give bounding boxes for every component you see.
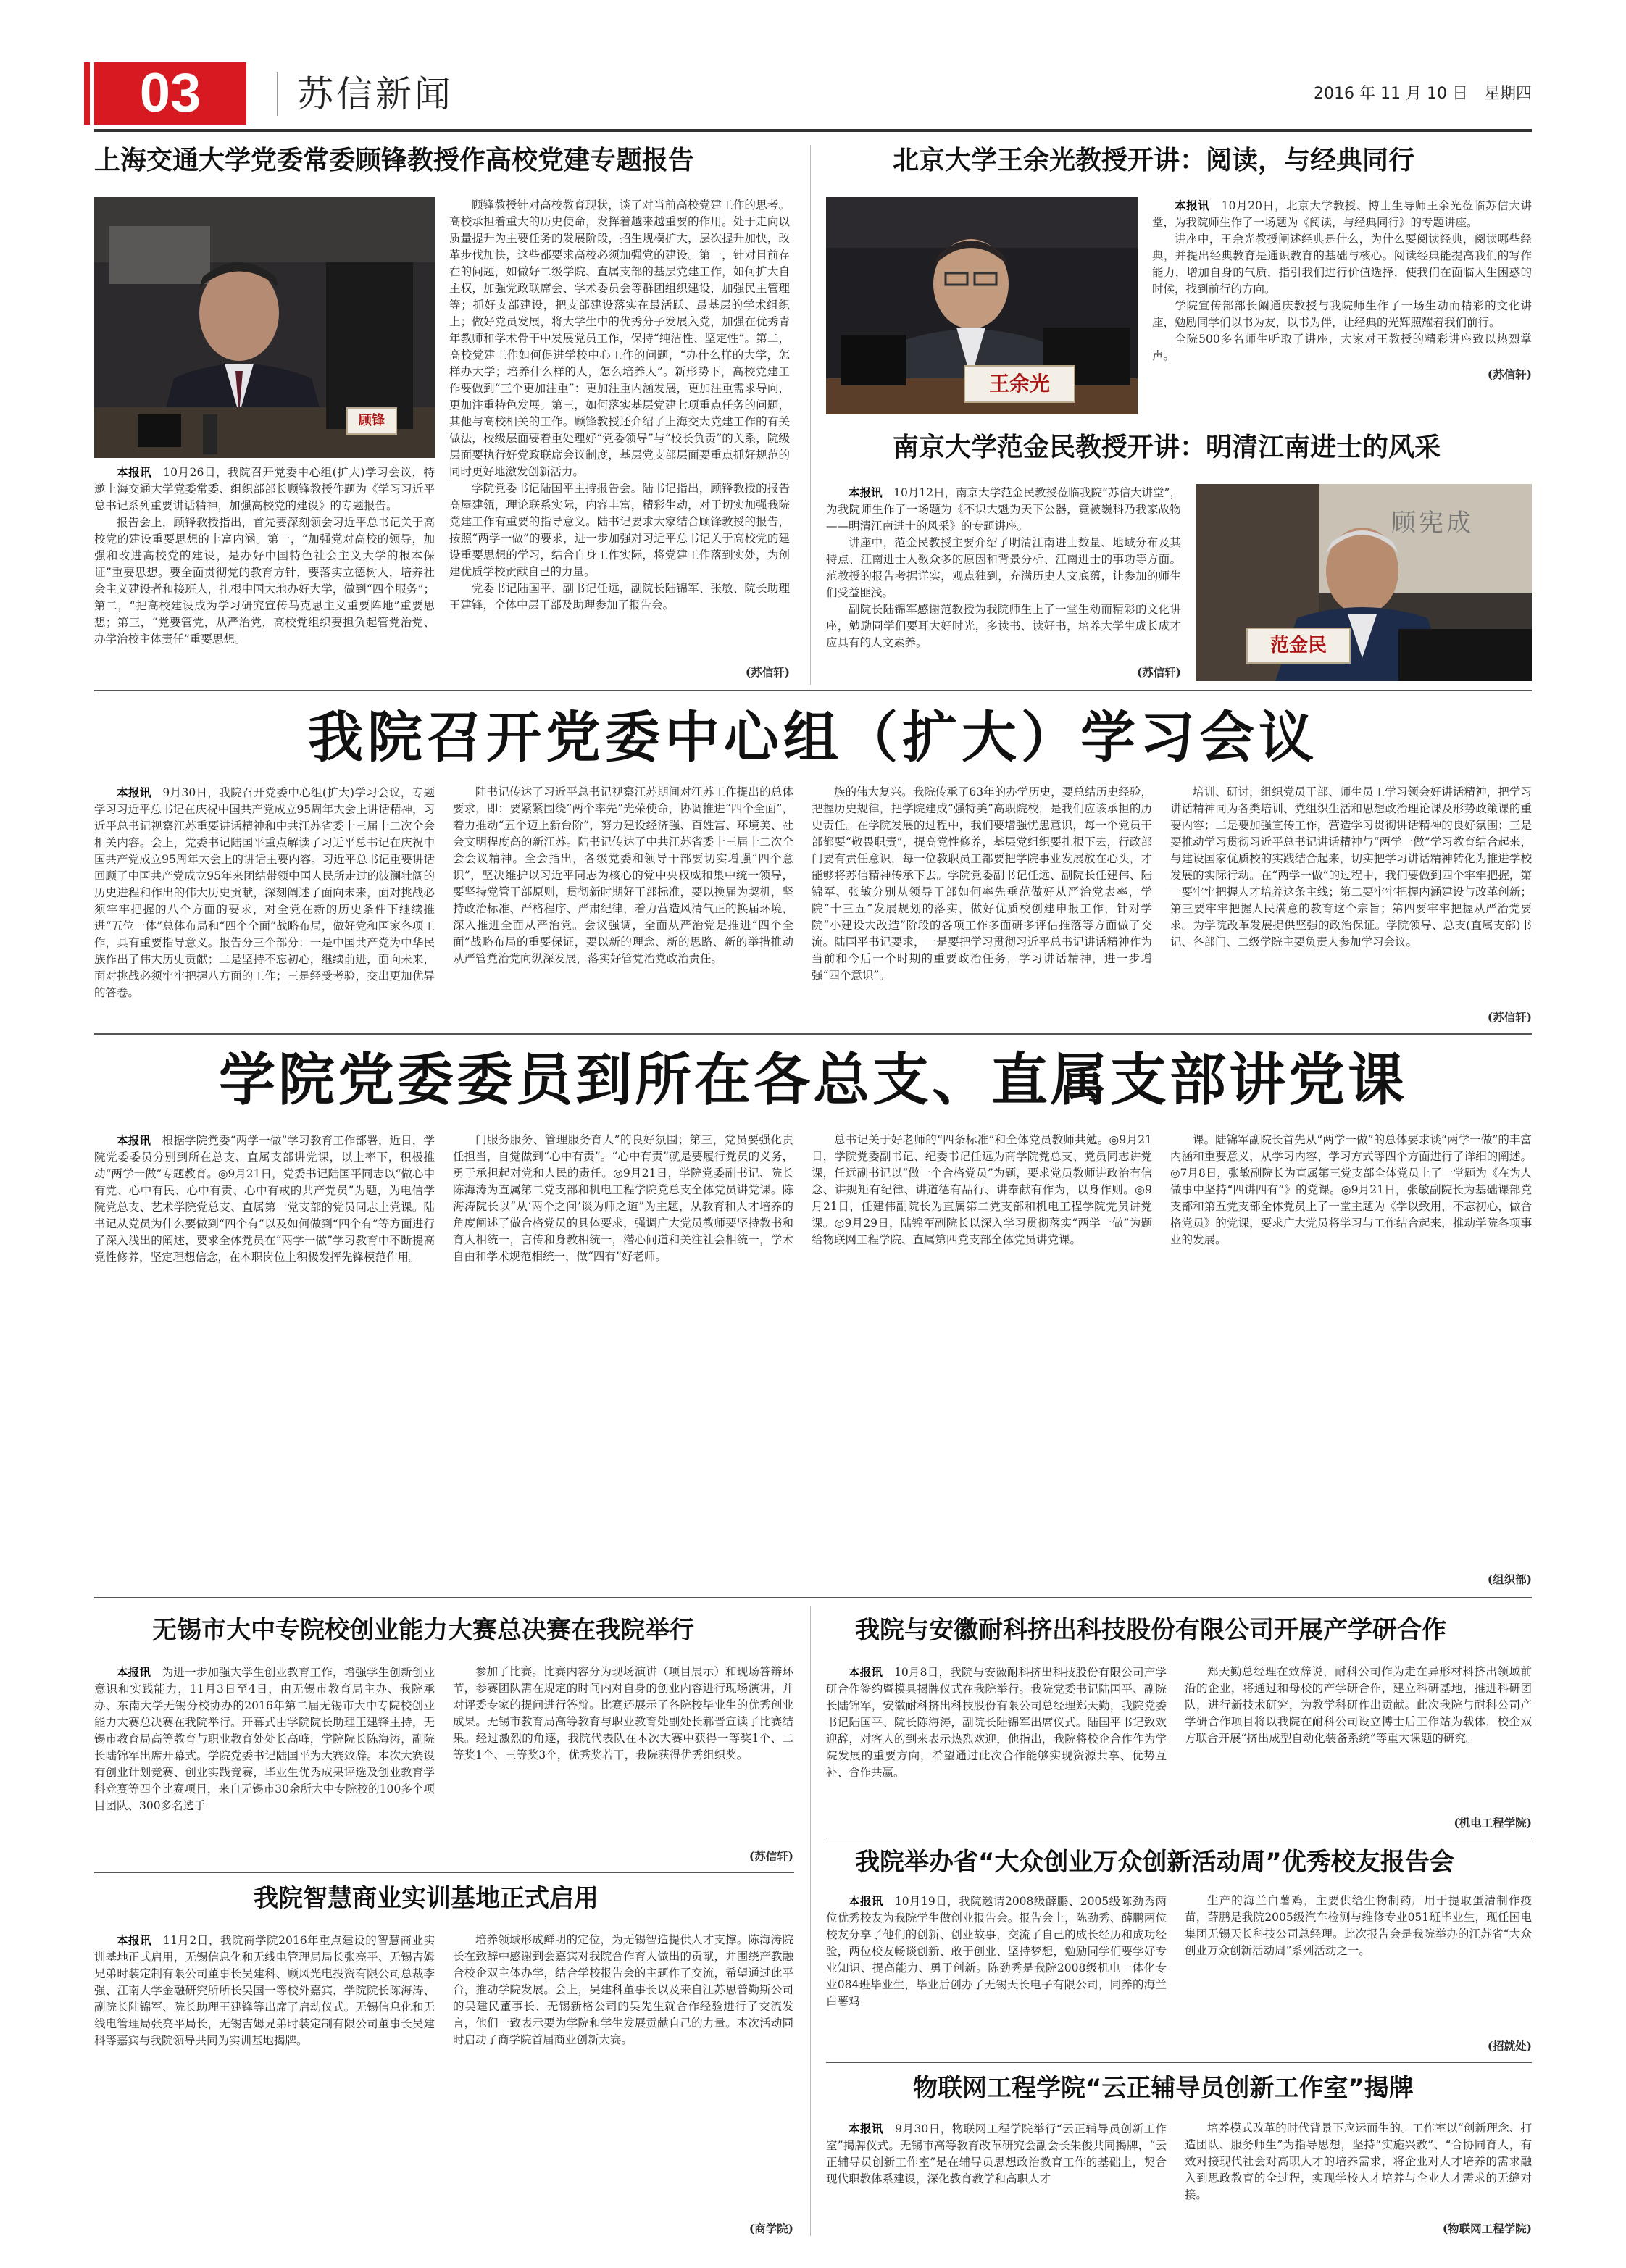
headline-smart: 我院智慧商业实训基地正式启用 bbox=[254, 1884, 599, 1913]
column-divider bbox=[810, 145, 811, 685]
lead-text: 10月20日，北京大学教授、博士生导师王余光莅临苏信大讲堂，为我院师生作了一场题为《阅读，与经典同行》的专题讲座。 bbox=[1152, 199, 1532, 229]
byline-smart-box bbox=[453, 2219, 793, 2236]
body-text: 讲座中，范金民教授主要介绍了明清江南进士数量、地域分布及其特点、江南进士人数众多的原因和背景分析、江南进士的事功等方面。范教授的报告考据详实，观点独到，充满历史人文底蕴，让参加的师生们受益匪浅。 bbox=[826, 536, 1181, 599]
headline-iot: 物联网工程学院“云正辅导员创新工作室”揭牌 bbox=[913, 2074, 1414, 2103]
nameplate-gu: 顾锋 bbox=[346, 407, 397, 435]
dateline: 本报讯 bbox=[849, 2122, 884, 2135]
body-text: 门服务服务、管理服务育人”的良好氛围；第三，党员要强化责任担当，自觉做到“心中有责”。“心中有责”就是要履行党员的义务，勇于承担起对党和人民的责任。◎9月21日，学院党委副书记、院长陈海涛为直属第二党支部和机电工程学院党总支全体党员讲党课。陈海涛院长以“从‘两个之问’谈为师之道”为主题，从教育和人才培养的角度阐述了做合格党员的具体要求，强调广大党员教师要坚持教书和育人相统一，言传和身教相统一，潜心问道和关注社会相统一，学术自由和学术规范相统一，做“四有”好老师。 bbox=[453, 1133, 793, 1263]
article-alumni-col1 bbox=[826, 1893, 1167, 2054]
body-text: 培养领域形成鲜明的定位，为无锡智造提供人才支撑。陈海涛院长在致辞中感谢到会嘉宾对我院合作育人做出的贡献，并围绕产教融合校企双主体办学，结合学校报告会的主题作了交流，希望通过此平台，推动学院发展。会上，吴建科董事长以及来自江苏思普勤斯公司的吴建民董事长、无锡新格公司的吴先生就合作经验进行了交流发言，他们一致表示要为学院和学生发展贡献自己的力量。本次活动同时启动了商学院首届商业创新大赛。 bbox=[453, 1933, 793, 2046]
byline-anhui-box bbox=[1185, 1813, 1532, 1830]
article-fan-col1 bbox=[826, 484, 1181, 681]
byline: (机电工程学院) bbox=[1454, 1816, 1532, 1830]
body-text: 学院宣传部部长阚通庆教授与我院师生作了一场生动而精彩的文化讲座，勉励同学们以书为友，以书为伴，让经典的光辉照耀着我们前行。 bbox=[1152, 299, 1532, 329]
article-center-col4 bbox=[1170, 784, 1532, 1006]
headline-anhui: 我院与安徽耐科挤出科技股份有限公司开展产学研合作 bbox=[855, 1616, 1446, 1645]
dateline: 本报讯 bbox=[849, 1665, 883, 1679]
section-rule bbox=[94, 690, 1532, 691]
headline-wuxi: 无锡市大中专院校创业能力大赛总决赛在我院举行 bbox=[152, 1616, 694, 1645]
body-text: 培训、研讨，组织党员干部、师生员工学习领会好讲话精神，把学习讲话精神同为各类培训、党组织生活和思想政治理论课及形势政策课的重要内容；二是要加强宣传工作，营造学习贯彻讲话精神的良好氛围；三是要推动学习贯彻习近平总书记讲话精神与“两学一做”学习教育结合起来，与建设国家优质校的实践结合起来，切实把学习讲话精神转化为推进学校发展的实际行动。在“两学一做”的过程中，我们要做到四个牢牢把握，第一要牢牢把握人才培养这条主线；第二要牢牢把握内涵建设与改革创新；第三要牢牢把握人民满意的教育这个宗旨；第四要牢牢把握从严治党要求。为学院改革发展提供坚强的政治保证。学院领导、总支(直属支部)书记、各部门、二级学院主要负责人参加学习会议。 bbox=[1170, 785, 1532, 949]
lead-text: 10月12日，南京大学范金民教授莅临我院“苏信大讲堂”，为我院师生作了一场题为《不识大魁为天下公器，竟被巍科乃我家故物——明清江南进士的风采》的专题讲座。 bbox=[826, 486, 1181, 533]
article-wuxi-col2 bbox=[453, 1664, 793, 1845]
byline: (招就处) bbox=[1487, 2039, 1532, 2053]
dateline: 本报讯 bbox=[117, 1133, 151, 1147]
article-lecture-col1 bbox=[94, 1132, 435, 1588]
body-text: 陆书记传达了习近平总书记视察江苏期间对江苏工作提出的总体要求，即：要紧紧围绕“两个率先”光荣使命，协调推进“四个全面”，着力推动“五个迈上新台阶”，努力建设经济强、百姓富、环境美、社会文明程度高的新江苏。陆书记传达了中共江苏省委十三届十二次全会会议精神。全会指出，各级党委和领导干部要切实增强“四个意识”，坚决维护以习近平同志为核心的党中央权威和集中统一领导，要坚持党管干部原则，贯彻新时期好干部标准，要以换届为契机，坚持政治标准、严格程序、严肃纪律，着力营造风清气正的换届环境，深入推进全面从严治党。会议强调，全面从严治党是推进“四个全面”战略布局的重要保证，要以新的理念、新的思路、新的举措推动从严管党治党向纵深发展，落实好管党治党政治责任。 bbox=[453, 785, 793, 965]
photo-fan-jinmin bbox=[1196, 484, 1532, 681]
dateline: 本报讯 bbox=[1175, 199, 1210, 212]
headline-center: 我院召开党委中心组（扩大）学习会议 bbox=[308, 705, 1318, 770]
byline-lecture-box bbox=[1170, 1569, 1532, 1587]
byline: (苏信轩) bbox=[1487, 1010, 1532, 1024]
byline: (组织部) bbox=[1487, 1572, 1532, 1586]
article-iot-col1 bbox=[826, 2120, 1167, 2236]
photo-gu-feng bbox=[94, 197, 435, 458]
body-text: 郑天勤总经理在致辞说，耐科公司作为走在异形材料挤出领域前沿的企业，将通过和母校的产学研合作，建立科研基地，推进科研团队，进行新技术研究，为教学科研作出贡献。此次我院与耐科公司产学研合作项目将以我院在耐科公司设立博士后工作站为载体，校企双方联合开展“挤出成型自动化装备系统”等重大课题的研究。 bbox=[1185, 1665, 1532, 1745]
dateline: 本报讯 bbox=[849, 1894, 883, 1908]
byline-fan-box bbox=[826, 662, 1181, 680]
article-iot-col2 bbox=[1185, 2120, 1532, 2217]
dateline: 本报讯 bbox=[117, 1933, 152, 1947]
body-text: 课。陆锦军副院长首先从“两学一做”的总体要求谈“两学一做”的丰富内涵和重要意义，从学习内容、学习方式等四个方面进行了详细的阐述。◎7月8日，张敏副院长为直属第三党支部全体党员上了一堂题为《在为人做事中坚持“四讲四有”》的党课。◎9月21日，张敏副院长为基础课部党支部和第五党支部全体党员上了一堂主题为《学以致用，不忘初心，做合格党员》的党课，要求广大党员将学习与工作结合起来，推动学院各项事业的发展。 bbox=[1170, 1133, 1532, 1246]
dateline: 本报讯 bbox=[849, 485, 883, 499]
article-wuxi-col1 bbox=[94, 1664, 435, 1864]
body-text: 党委书记陆国平、副书记任远，副院长陆锦军、张敏、院长助理王建锋，全体中层干部及助理参加了报告会。 bbox=[449, 582, 790, 612]
byline-wuxi-box bbox=[453, 1846, 793, 1864]
headline-gu: 上海交通大学党委常委顾锋教授作高校党建专题报告 bbox=[94, 146, 695, 175]
article-lecture-col3 bbox=[812, 1132, 1152, 1588]
byline-center-box bbox=[1170, 1007, 1532, 1025]
page-number: 03 bbox=[94, 62, 246, 125]
article-smart-col1 bbox=[94, 1932, 435, 2236]
body-text: 副院长陆锦军感谢范教授为我院师生上了一堂生动而精彩的文化讲座，勉励同学们要耳大好时光，多读书、读好书，培养大学生成长成才应具有的人文素养。 bbox=[826, 603, 1181, 649]
body-text: 报告会上，顾锋教授指出，首先要深刻领会习近平总书记关于高校党的建设重要思想的丰富内涵。第一，“加强党对高校的领导，加强和改进高校党的建设，是办好中国特色社会主义大学的根本保证”重要思想。要全面贯彻党的教育方针，要落实立德树人，培养社会主义建设者和接班人，扎根中国大地办好大学，做到“四个服务”；第二，“把高校建设成为学习研究宣传马克思主义重要阵地”重要思想；第三，“党要管党，从严治党，高校党组织要担负起管党治党、办学治校主体责任”重要思想。 bbox=[94, 516, 435, 646]
dateline: 本报讯 bbox=[117, 785, 151, 799]
body-text: 9月30日，物联网工程学院举行“云正辅导员创新工作室”揭牌仪式。无锡市高等教育改革研究会副会长朱俊共同揭牌，“云正辅导员创新工作室”是在辅导员思想政治教育工作的基础上，契合现代职教体系建设，深化教育教学和高职人才 bbox=[826, 2122, 1167, 2185]
body-text: 总书记关于好老师的“四条标准”和全体党员教师共勉。◎9月21日，学院党委副书记、纪委书记任远为商学院党总支、党员同志讲党课，任远副书记以“做一个合格党员”为题，要求党员教师讲政治有信念、讲规矩有纪律、讲道德有品行、讲奉献有作为，以身作则。◎9月21日，任建伟副院长为直属第二党支部和机电工程学院党员讲党课。◎9月29日，陆锦军副院长以深入学习贯彻落实“两学一做”为题给物联网工程学院、直属第四党支部全体党员讲党课。 bbox=[812, 1133, 1152, 1246]
article-alumni-col2 bbox=[1185, 1893, 1532, 2035]
article-center-col1 bbox=[94, 784, 435, 1025]
article-gu-col1 bbox=[94, 464, 435, 681]
lead-text: 10月26日，我院召开党委中心组(扩大)学习会议，特邀上海交通大学党委常委、组织部部长顾锋教授作题为《学习习近平总书记系列重要讲话精神，加强高校党的建设》的专题报告。 bbox=[94, 466, 435, 512]
dateline: 本报讯 bbox=[117, 1665, 151, 1679]
article-lecture-col2 bbox=[453, 1132, 793, 1588]
body-text: 参加了比赛。比赛内容分为现场演讲（项目展示）和现场答辩环节，参赛团队需在规定的时间内对自身的创业内容进行现场演讲，并对评委专家的提问进行答辩。比赛还展示了各院校毕业生的优秀创业成果。无锡市教育局高等教育与职业教育处副处长郝晋宣读了比赛结果。经过激烈的角逐，我院代表队在本次大赛中获得一等奖1个、二等奖1个、三等奖3个，优秀奖若干，我院获得优秀组织奖。 bbox=[453, 1665, 793, 1762]
article-center-col3 bbox=[812, 784, 1152, 1025]
body-text: 培养模式改革的时代背景下应运而生的。工作室以“创新理念、打造团队、服务师生”为指导思想，坚持“实施兴教”、“合协同育人，有效对接现代社会对高职人才的培养需求，将企业对人才培养的需求融入到思政教育的全过程，实现学校人才培养与企业人才需求的无缝对接。 bbox=[1185, 2122, 1532, 2201]
body-text: 11月2日，我院商学院2016年重点建设的智慧商业实训基地正式启用，无锡信息化和无线电管理局局长张亮平、无锡吉姆兄弟时装定制有限公司董事长吴建科、顾风光电投资有限公司总裁李强、江南大学金融研究所所长吴国一等校外嘉宾，学院院长陈海涛、副院长陆锦军、院长助理王建锋等出席了启动仪式。无锡信息化和无线电管理局张亮平局长，无锡吉姆兄弟时装定制有限公司董事长吴建科等嘉宾与我院领导共同为实训基地揭牌。 bbox=[94, 1934, 435, 2047]
dateline: 本报讯 bbox=[117, 465, 152, 479]
article-wang-col1 bbox=[1152, 197, 1532, 458]
issue-date: 2016 年 11 月 10 日 星期四 bbox=[1314, 85, 1532, 103]
byline-gu-box bbox=[449, 662, 790, 680]
body-text: 学院党委书记陆国平主持报告会。陆书记指出，顾锋教授的报告高屋建瓴，理论联系实际，内容丰富，精彩生动，对于切实加强我院党建工作有重要的指导意义。陆书记要求大家结合顾锋教授的报告，按照“两学一做”的要求，进一步加强对习近平总书记关于高校党的建设重要思想的学习，结合自身工作实际，将党建工作落到实处，为创建优质学校贡献自己的力量。 bbox=[449, 482, 790, 578]
nameplate-fan: 范金民 bbox=[1246, 628, 1351, 664]
byline: (苏信轩) bbox=[1136, 665, 1181, 679]
body-text: 为进一步加强大学生创业教育工作，增强学生创新创业意识和实践能力，11月3日至4日，由无锡市教育局主办、我院承办、东南大学无锡分校协办的2016年第二届无锡市大中专院校创业能力大赛总决赛在我院举行。开幕式由学院院长助理王建锋主持，无锡市教育局高等教育与职业教育处处长高峰，学院院长陈海涛，副院长陆锦军出席开幕式。学院党委书记陆国平为大赛致辞。本次大赛设有创业计划竞赛、创业实践竞赛，毕业生优秀成果评选及创业教育学科竞赛等四个比赛项目，来自无锡市30余所大中专院校的100多个项目团队、300多名选手 bbox=[94, 1666, 435, 1812]
masthead-divider bbox=[277, 72, 278, 116]
section-rule bbox=[94, 1872, 794, 1873]
byline: (商学院) bbox=[749, 2222, 793, 2235]
paper-name: 苏信新闻 bbox=[297, 73, 454, 115]
headline-wang: 北京大学王余光教授开讲：阅读，与经典同行 bbox=[893, 146, 1415, 175]
body-text: 9月30日，我院召开党委中心组(扩大)学习会议，专题学习习近平总书记在庆祝中国共产党成立95周年大会上讲话精神，习近平总书记视察江苏重要讲话精神和中共江苏省委十三届十二次全会相关内容。会上，党委书记陆国平重点解读了习近平总书记在庆祝中国共产党成立95周年大会上的讲话主要内容。习近平总书记重要讲话回顾了中国共产党成立95年来团结带领中国人民所走过的波澜壮阔的历史进程和作出的伟大历史贡献，深刻阐述了面向未来，面对挑战必须牢牢把握的八个方面的要求，对全党在新的历史条件下继续推进“五位一体”总体布局和“四个全面”战略布局，做好党和国家各项工作，具有重要指导意义。报告分三个部分：一是中国共产党为中华民族作出了伟大历史贡献；二是坚持不忘初心，继续前进，面向未来，面对挑战必须牢牢把握八方面的工作；三是经受考验，交出更加优异的答卷。 bbox=[94, 786, 435, 999]
section-rule bbox=[94, 1033, 1532, 1035]
headline-fan: 南京大学范金民教授开讲：明清江南进士的风采 bbox=[893, 433, 1441, 462]
body-text: 讲座中，王余光教授阐述经典是什么，为什么要阅读经典，阅读哪些经典，并提出经典教育是通识教育的基础与核心。阅读经典能提高我们的写作能力，增加自身的气质，指引我们进行价值选择，使我们在面临人生困惑的时候，找到前行的方向。 bbox=[1152, 233, 1532, 296]
article-lecture-col4 bbox=[1170, 1132, 1532, 1567]
byline: (苏信轩) bbox=[1487, 367, 1532, 381]
photo-fan-banner: 顾宪成 bbox=[1391, 509, 1474, 538]
article-anhui-col1 bbox=[826, 1664, 1167, 1830]
article-anhui-col2 bbox=[1185, 1664, 1532, 1812]
headline-alumni: 我院举办省“大众创业万众创新活动周”优秀校友报告会 bbox=[855, 1848, 1454, 1877]
body-text: 生产的海兰白薯鸡，主要供给生物制药厂用于提取蛋清制作疫苗，薛鹏是我院2005级汽车检测与维修专业051班毕业生，现任国电集团无锡天长科技公司总经理。此次报告会是我院举办的江苏省“大众创业万众创新活动周”系列活动之一。 bbox=[1185, 1894, 1532, 1957]
nameplate-wang: 王余光 bbox=[964, 365, 1075, 403]
photo-wang-yuguang bbox=[826, 197, 1138, 414]
section-rule bbox=[94, 1597, 1532, 1598]
body-text: 10月8日，我院与安徽耐科挤出科技股份有限公司产学研合作签约暨模具揭牌仪式在我院举行。我院党委书记陆国平、副院长陆锦军，安徽耐科挤出科技股份有限公司总经理郑天勤，我院党委书记陆国平、院长陈海涛，副院长陆锦军出席仪式。陆国平书记致欢迎辞，对客人的到来表示热烈欢迎，他指出，我院将校企合作作为学院发展的重要方向，希望通过此次合作能够实现资源共享、优势互补、合作共赢。 bbox=[826, 1666, 1167, 1779]
column-divider bbox=[810, 1606, 811, 2236]
byline-iot-box bbox=[1185, 2219, 1532, 2236]
body-text: 10月19日，我院邀请2008级薛鹏、2005级陈劲秀两位优秀校友为我院学生做创业报告会。报告会上，陈劲秀、薛鹏两位校友分享了他们的创新、创业故事，交流了自己的成长经历和成功经验，两位校友畅谈创新、敢于创业、坚持梦想，勉励同学们要学好专业知识、提高能力、勇于创新。陈劲秀是我院2008级机电一体化专业084班毕业生，毕业后创办了无锡天长电子有限公司，同养的海兰白薯鸡 bbox=[826, 1895, 1167, 2008]
body-text: 全院500多名师生听取了讲座，大家对王教授的精彩讲座致以热烈掌声。 bbox=[1152, 333, 1532, 362]
body-text: 顾锋教授针对高校教育现状，谈了对当前高校党建工作的思考。高校承担着重大的历史使命，发挥着越来越重要的作用。处于走向以质量提升为主要任务的发展阶段，招生规模扩大，层次提升加快，改革步伐加快，这些都要求高校必须加强党的建设。第一，针对目前存在的问题，如做好二级学院、直属支部的基层党建工作，如何扩大自主权，加强党政联席会、学术委员会等群团组织建设，加强民主管理等；抓好支部建设，把支部建设落实在最活跃、最基层的学术组织上；做好党员发展，将大学生中的优秀分子发展入党，加强在优秀青年教师和学术骨干中发展党员工作，保持“纯洁性、坚定性”。第二，高校党建工作如何促进学校中心工作的问题，“办什么样的大学，怎样办大学；培养什么样的人，怎么培养人”。新形势下，高校党建工作要做到“三个更加注重”：更加注重内涵发展，更加注重需求导向，更加注重特色发展。第三，如何落实基层党建七项重点任务的问题，其他与高校相关的工作。顾锋教授还介绍了上海交大党建工作的有关做法，校级层面要着重处理好“党委领导”与“校长负责”的关系，院级层面要执行好党政联席会议制度，基层党支部层面要重点抓好规范的同时更好地激发创新活力。 bbox=[449, 199, 790, 478]
body-text: 族的伟大复兴。我院传承了63年的办学历史，要总结历史经验，把握历史规律，把学院建成“强特美”高职院校，是我们应该承担的历史责任。在学院发展的过程中，我们要增强忧患意识，每一个党员干部都要“敬畏职责”，提高党性修养，基层党组织要扎根下去，行政部门要有责任意识，每一位教职员工都要把学院事业发展放在心头，才能够将苏信精神传承下去。学院党委副书记任远、副院长任建伟、陆锦军、张敏分别从领导干部如何率先垂范做好从严治党表率，学院“十三五”发展规划的落实，做好优质校创建申报工作，针对学院“小建设大改造”阶段的各项工作多面研多评估推落等方面做了交流。陆国平书记要求，一是要把学习贯彻习近平总书记讲话精神作为当前和今后一个时期的重要政治任务，学习讲话精神，进一步增强“四个意识”。 bbox=[812, 785, 1152, 982]
article-gu-col2 bbox=[449, 197, 790, 681]
byline: (苏信轩) bbox=[745, 665, 790, 679]
headline-lecture: 学院党委委员到所在各总支、直属支部讲党课 bbox=[218, 1047, 1407, 1113]
byline-alumni-box bbox=[1185, 2036, 1532, 2054]
article-smart-col2 bbox=[453, 1932, 793, 2217]
byline: (物联网工程学院) bbox=[1442, 2222, 1532, 2235]
section-rule bbox=[826, 2062, 1532, 2063]
masthead-rule bbox=[94, 129, 1532, 132]
article-center-col2 bbox=[453, 784, 793, 1025]
byline: (苏信轩) bbox=[749, 1849, 793, 1863]
body-text: 根据学院党委“两学一做”学习教育工作部署，近日，学院党委委员分别到所在总支、直属支部讲党课，以上率下，积极推动“两学一做”专题教育。◎9月21日，党委书记陆国平同志以“做心中有党、心中有民、心中有责、心中有戒的共产党员”为题，为电信学院党总支、艺术学院党总支、直属第一党支部的党员同志上党课。陆书记从党员为什么要做到“四个有”以及如何做到“四个有”等方面进行了深入浅出的阐述，要求全体党员在“两学一做”学习教育中不断提高党性修养，坚定理想信念，在本职岗位上积极发挥先锋模范作用。 bbox=[94, 1134, 435, 1264]
